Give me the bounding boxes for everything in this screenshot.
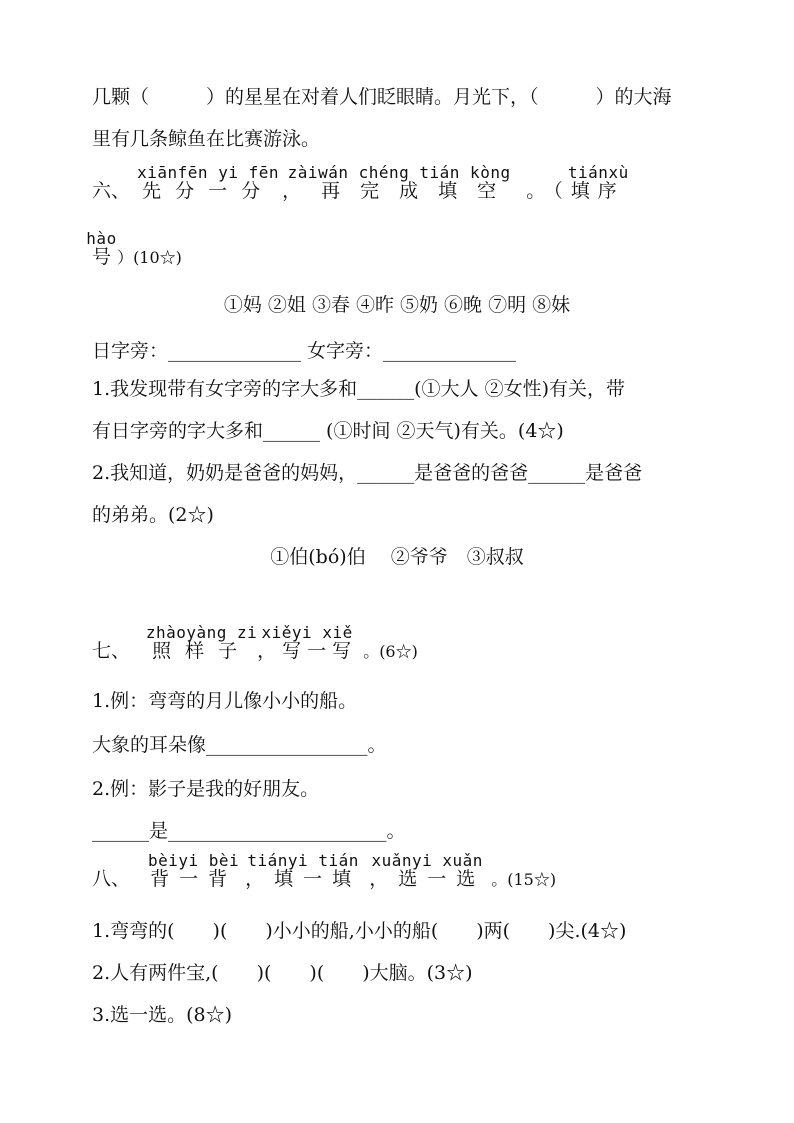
pinyin: xiānfēn yi fēn	[137, 163, 279, 182]
hanzi: 照样子	[152, 640, 252, 662]
section-8-score: 。(15☆)	[491, 870, 557, 889]
section-6-number: 六、	[92, 180, 131, 202]
poem-fill-line-2: 里有几条鲸鱼在比赛游泳。	[92, 128, 321, 150]
fill-question-3: 3.选一选。(8☆)	[92, 1004, 233, 1026]
radical-answer-line: 日字旁：______________ 女字旁：______________	[92, 340, 517, 362]
section-6-ruby-2	[282, 163, 517, 202]
section-7-ruby-1	[145, 623, 258, 662]
section-6-ruby-1	[137, 163, 279, 202]
section-8-ruby-1	[147, 851, 240, 890]
section-8-ruby-2	[245, 851, 362, 890]
section-7-score: 。(6☆)	[363, 642, 418, 661]
example-1: 1.例：弯弯的月儿像小小的船。	[92, 690, 358, 712]
section-6-heading-cont	[86, 229, 182, 269]
fill-question-2: 2.人有两件宝,( )( )( )大脑。(3☆)	[92, 962, 473, 984]
section-7-number: 七、	[92, 640, 131, 662]
pinyin: tiányi tián	[247, 851, 359, 870]
example-1-answer: 大象的耳朵像_________________。	[92, 734, 387, 756]
hanzi: 先分一分	[142, 180, 275, 202]
question-1-line-2: 有日字旁的字大多和______ (①时间 ②天气)有关。(4☆)	[92, 420, 564, 442]
fill-question-1: 1.弯弯的( )( )小小的船,小小的船( )两( )尖.(4☆)	[92, 920, 627, 942]
poem-fill-line-1: 几颗（ ）的星星在对着人们眨眼睛。月光下，（ ）的大海	[92, 86, 672, 108]
section-6-heading	[92, 163, 629, 202]
pinyin: xuǎnyi xuǎn	[371, 851, 483, 870]
question-2-line-2: 的弟弟。(2☆)	[92, 504, 214, 526]
section-6-ruby-3	[526, 163, 629, 202]
hanzi: ，选一选	[369, 868, 486, 890]
example-2: 2.例：影子是我的好朋友。	[92, 778, 320, 800]
section-8-ruby-3	[369, 851, 486, 890]
section-6-ruby-4	[86, 229, 117, 268]
hanzi: ，填一填	[245, 868, 362, 890]
relative-options: ①伯(bó)伯 ②爷爷 ③叔叔	[270, 546, 524, 568]
pinyin: bèiyi bèi	[147, 851, 240, 870]
character-list: ①妈 ②姐 ③春 ④昨 ⑤奶 ⑥晚 ⑦明 ⑧妹	[223, 294, 571, 316]
section-8-heading	[92, 851, 557, 891]
section-7-ruby-2	[257, 623, 358, 662]
pinyin: zhàoyàng zi	[145, 623, 258, 642]
hanzi: 号	[92, 246, 112, 268]
hanzi: 背一背	[150, 868, 238, 890]
section-6-score: ）(10☆)	[117, 248, 182, 267]
section-8-number: 八、	[92, 868, 131, 890]
question-1-line-1: 1.我发现带有女字旁的字大多和______(①大人 ②女性)有关，带	[92, 378, 625, 400]
example-2-answer: ______是_______________________。	[92, 820, 406, 842]
pinyin: tiánxù	[567, 163, 629, 182]
pinyin: zàiwán chéng tián kòng	[287, 163, 511, 182]
pinyin: xiěyi xiě	[261, 623, 353, 642]
hanzi: 。（填序	[526, 180, 625, 202]
question-2-line-1: 2.我知道，奶奶是爸爸的妈妈，______是爸爸的爸爸______是爸爸	[92, 462, 643, 484]
hanzi: ，写一写	[257, 640, 358, 662]
pinyin: hào	[86, 229, 117, 248]
section-7-heading	[92, 623, 418, 663]
hanzi: ，再完成填空	[282, 180, 517, 202]
